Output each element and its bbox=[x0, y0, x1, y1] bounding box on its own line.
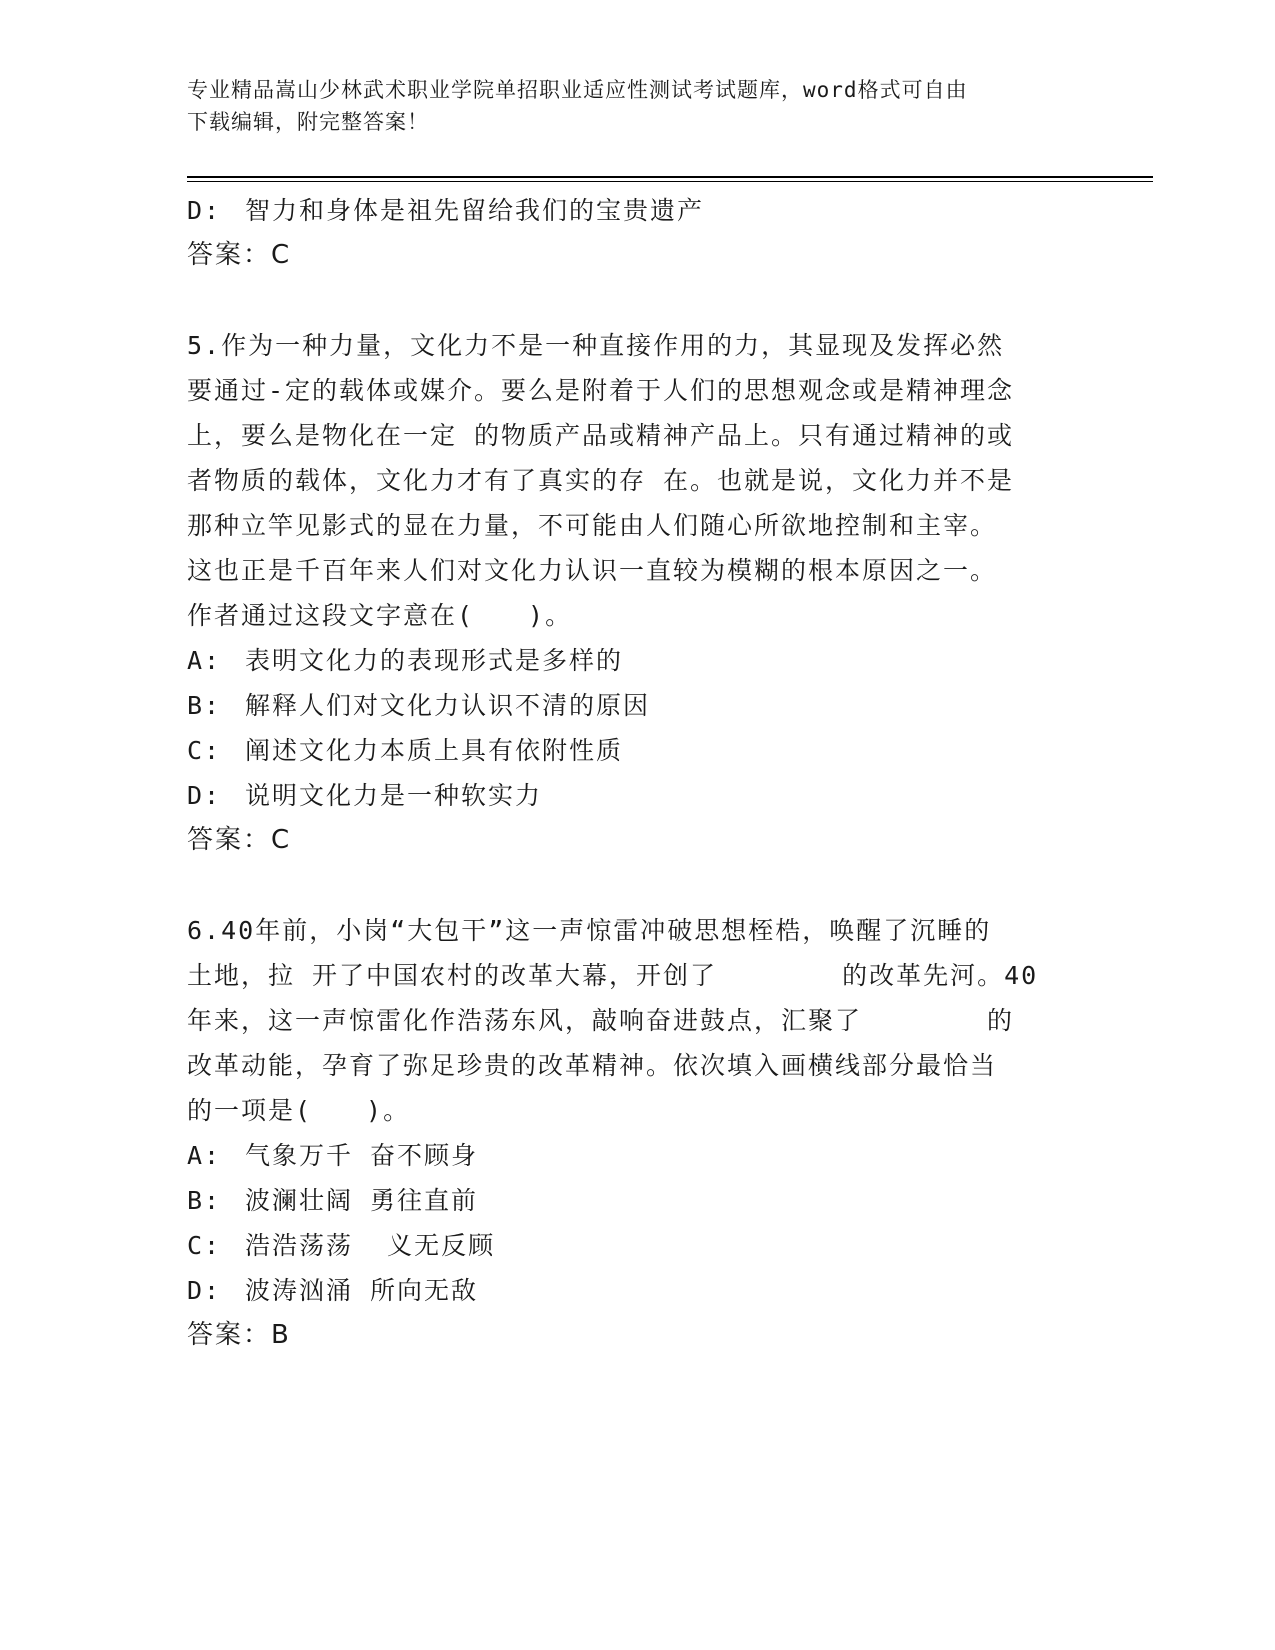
header-divider-thin bbox=[187, 181, 1153, 182]
option-label: D: bbox=[187, 781, 222, 810]
option-text: 浩浩荡荡 义无反顾 bbox=[245, 1231, 496, 1260]
question-5-line: 者物质的载体，文化力才有了真实的存 在。也就是说，文化力并不是 bbox=[187, 466, 1015, 495]
header-line-2: 下载编辑，附完整答案！ bbox=[187, 110, 429, 134]
question-5-line: 这也正是千百年来人们对文化力认识一直较为模糊的根本原因之一。 bbox=[187, 556, 998, 585]
question-5-line: 5.作为一种力量，文化力不是一种直接作用的力，其显现及发挥必然 bbox=[187, 331, 1005, 360]
prev-answer: 答案：C bbox=[187, 240, 292, 270]
question-5-answer: 答案：C bbox=[187, 825, 292, 855]
option-text: 智力和身体是祖先留给我们的宝贵遗产 bbox=[245, 196, 705, 225]
option-text: 阐述文化力本质上具有依附性质 bbox=[245, 736, 624, 765]
question-6-line: 年来，这一声惊雷化作浩荡东风，敲响奋进鼓点，汇聚了 的 bbox=[187, 1006, 1015, 1035]
option-text: 表明文化力的表现形式是多样的 bbox=[245, 646, 624, 675]
spacer bbox=[187, 863, 1077, 908]
option-label: D: bbox=[187, 196, 222, 225]
option-text: 气象万千 奋不顾身 bbox=[245, 1141, 479, 1170]
question-6-line: 土地，拉 开了中国农村的改革大幕，开创了 的改革先河。40 bbox=[187, 961, 1039, 990]
question-6-option-b bbox=[187, 1178, 1077, 1223]
question-6-line: 改革动能，孕育了弥足珍贵的改革精神。依次填入画横线部分最恰当 bbox=[187, 1051, 998, 1080]
question-5 bbox=[187, 323, 1077, 863]
question-5-option-c bbox=[187, 728, 1077, 773]
option-label: C: bbox=[187, 1231, 222, 1260]
question-5-option-a bbox=[187, 638, 1077, 683]
option-label: A: bbox=[187, 1141, 222, 1170]
option-label: B: bbox=[187, 691, 222, 720]
question-6-answer: 答案：B bbox=[187, 1320, 291, 1350]
question-5-option-d bbox=[187, 773, 1077, 818]
question-6-option-d bbox=[187, 1268, 1077, 1313]
question-5-line: 作者通过这段文字意在( )。 bbox=[187, 601, 573, 630]
option-text: 解释人们对文化力认识不清的原因 bbox=[245, 691, 651, 720]
option-text: 波涛汹涌 所向无敌 bbox=[245, 1276, 479, 1305]
option-label: B: bbox=[187, 1186, 222, 1215]
option-text: 波澜壮阔 勇往直前 bbox=[245, 1186, 479, 1215]
question-6-option-c bbox=[187, 1223, 1077, 1268]
question-5-line: 要通过-定的载体或媒介。要么是附着于人们的思想观念或是精神理念 bbox=[187, 376, 1015, 405]
document-body bbox=[187, 188, 1077, 1358]
question-6 bbox=[187, 908, 1077, 1358]
question-6-line: 6.40年前，小岗“大包干”这一声惊雷冲破思想桎梏，唤醒了沉睡的 bbox=[187, 916, 992, 945]
question-6-option-a bbox=[187, 1133, 1077, 1178]
page-header bbox=[187, 74, 1067, 138]
option-label: D: bbox=[187, 1276, 222, 1305]
prev-option-d bbox=[187, 188, 1077, 233]
question-5-line: 那种立竿见影式的显在力量，不可能由人们随心所欲地控制和主宰。 bbox=[187, 511, 998, 540]
question-5-option-b bbox=[187, 683, 1077, 728]
question-5-line: 上，要么是物化在一定 的物质产品或精神产品上。只有通过精神的或 bbox=[187, 421, 1015, 450]
header-divider-thick bbox=[187, 176, 1153, 178]
header-line-1: 专业精品嵩山少林武术职业学院单招职业适应性测试考试题库，word格式可自由 bbox=[187, 78, 968, 102]
option-text: 说明文化力是一种软实力 bbox=[245, 781, 543, 810]
option-label: A: bbox=[187, 646, 222, 675]
option-label: C: bbox=[187, 736, 222, 765]
spacer bbox=[187, 278, 1077, 323]
question-6-line: 的一项是( )。 bbox=[187, 1096, 411, 1125]
